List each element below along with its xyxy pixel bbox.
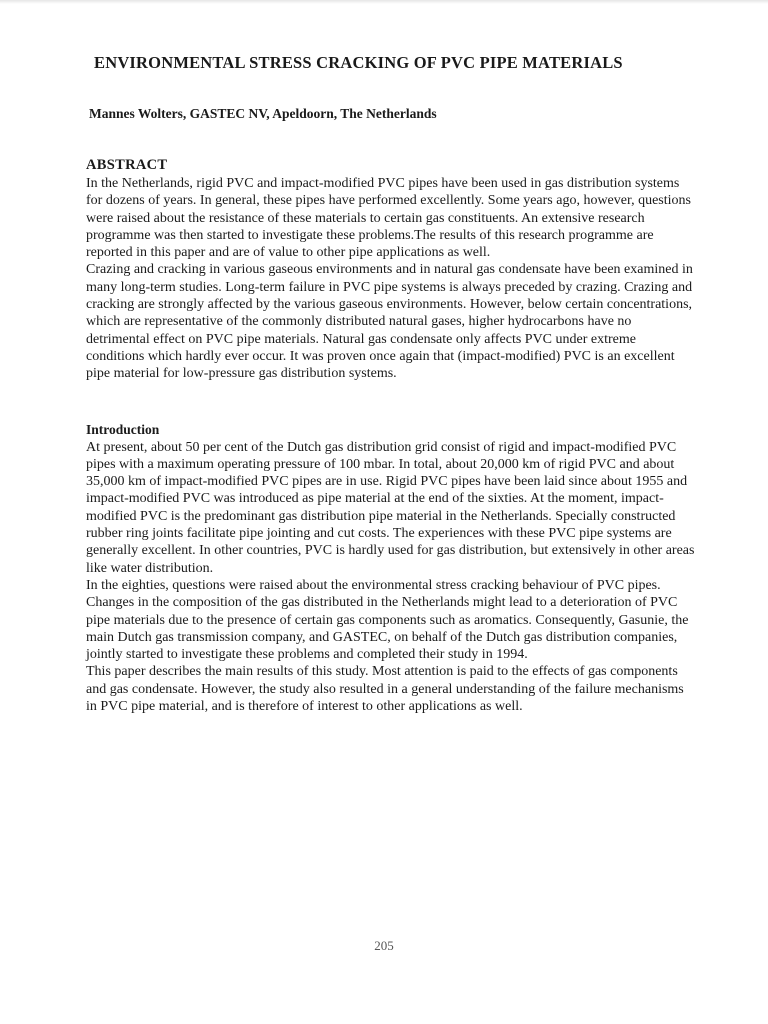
introduction-heading: Introduction	[86, 421, 160, 437]
introduction-paragraph: At present, about 50 per cent of the Dutch gas distribution grid consist of rigid and impact-modified PVC pipes with a maximum operating pressure of 100 mbar. In total, about 20,000 km of rigid PVC and about 35,000 km of impact-modified PVC pipes are in use. Rigid PVC pipes have been laid since about 1955 and impact-modified PVC was introduced as pipe material at the end of the sixties. At the moment, impact-modified PVC is the predominant gas distribution pipe material in the Netherlands. Specially constructed rubber ring joints facilitate pipe jointing and cut costs. The experiences with these PVC pipe systems are generally excellent. In other countries, PVC is hardly used for gas distribution, but extensively in other areas like water distribution.	[86, 439, 695, 576]
introduction-body	[86, 439, 696, 716]
author-affiliation: Mannes Wolters, GASTEC NV, Apeldoorn, The Netherlands	[89, 106, 437, 121]
scan-top-edge	[0, 0, 768, 4]
abstract-paragraph: In the Netherlands, rigid PVC and impact-modified PVC pipes have been used in gas distribution systems for dozens of years. In general, these pipes have performed excellently. Some years ago, however, questions were raised about the resistance of these materials to certain gas constituents. An extensive research programme was then started to investigate these problems.The results of this research programme are reported in this paper and are of value to other pipe applications as well.	[86, 176, 691, 261]
abstract-section	[86, 156, 696, 383]
abstract-heading: ABSTRACT	[86, 157, 168, 173]
introduction-section	[86, 421, 696, 716]
abstract-paragraph: Crazing and cracking in various gaseous environments and in natural gas condensate have been examined in many long-term studies. Long-term failure in PVC pipe systems is always preceded by crazing. Crazing and cracking are strongly affected by the various gaseous environments. However, below certain concentrations, which are representative of the commonly distributed natural gases, higher hydrocarbons have no detrimental effect on PVC pipe materials. Natural gas condensate only affects PVC under extreme conditions which hardly ever occur. It was proven once again that (impact-modified) PVC is an excellent pipe material for low-pressure gas distribution systems.	[86, 262, 693, 382]
paper-page	[86, 52, 696, 715]
page-number: 205	[374, 938, 394, 953]
paper-title: ENVIRONMENTAL STRESS CRACKING OF PVC PIPE MATERIALS	[94, 53, 623, 72]
introduction-paragraph: In the eighties, questions were raised about the environmental stress cracking behaviour of PVC pipes. Changes in the composition of the gas distributed in the Netherlands might lead to a deterioration of PVC pipe materials due to the presence of certain gas components such as aromatics. Consequently, Gasunie, the main Dutch gas transmission company, and GASTEC, on behalf of the Dutch gas distribution companies, jointly started to investigate these problems and completed their study in 1994.	[86, 577, 689, 663]
abstract-body	[86, 175, 696, 383]
introduction-paragraph: This paper describes the main results of this study. Most attention is paid to the effects of gas components and gas condensate. However, the study also resulted in a general understanding of the failure mechanisms in PVC pipe material, and is therefore of interest to other applications as well.	[86, 664, 684, 715]
